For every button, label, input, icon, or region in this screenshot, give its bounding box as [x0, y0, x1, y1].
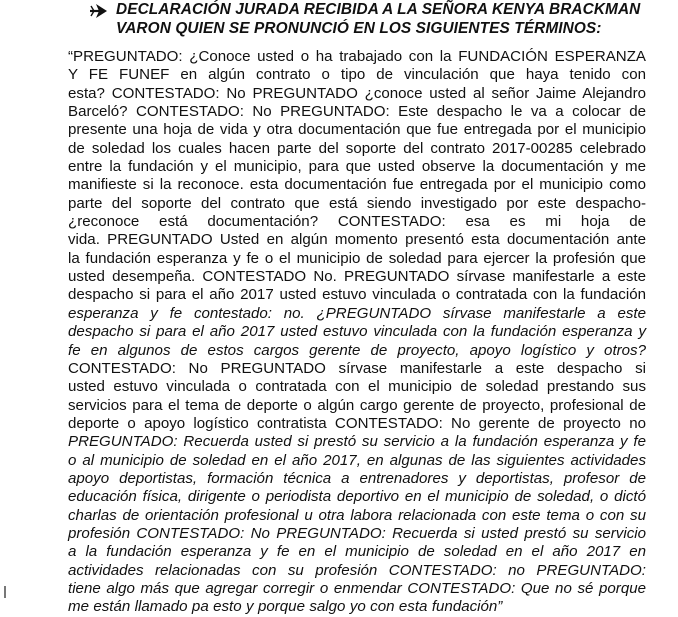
body-line: manifieste si la reconoce. esta documentación fue entregada por el municipio como	[68, 176, 646, 194]
body-line: PREGUNTADO: Recuerda usted si prestó su servicio a la fundación esperanza y fe	[68, 433, 646, 451]
heading-line-2: VARON QUIEN SE PRONUNCIÓ EN LOS SIGUIENTES TÉRMINOS:	[116, 20, 602, 37]
body-line: la fundación esperanza y fe o el municipio de soledad para ejercer la profesión que	[68, 249, 646, 267]
body-line: fe en algunos de estos cargos gerente de proyecto, apoyo logístico y otros?	[68, 341, 646, 359]
margin-mark	[4, 586, 7, 598]
body-line: presente una hoja de vida y otra documentación que fue entregada por el municipio	[68, 121, 646, 139]
body-line: despacho si para el año 2017 usted estuvo vinculada o contratada con la fundación	[68, 286, 646, 304]
testimony-body	[68, 48, 646, 617]
body-line: “PREGUNTADO: ¿Conoce usted o ha trabajado con la FUNDACIÓN ESPERANZA	[68, 48, 646, 65]
body-line: charlas de orientación profesional u otra labora relacionada con este tema o con su	[68, 506, 646, 524]
body-line: usted desempeña. CONTESTADO No. PREGUNTADO sírvase manifestarle a este	[68, 268, 646, 286]
body-line: esperanza y fe contestado: no. ¿PREGUNTADO sírvase manifestarle a este	[68, 304, 646, 322]
body-line: entre la fundación y el municipio, para que usted observe la documentación y me	[68, 158, 646, 176]
declaration-heading	[88, 0, 668, 38]
body-line: educación física, dirigente o periodista deportivo en el municipio de soledad, o dictó	[68, 488, 646, 506]
body-line: ¿reconoce está documentación? CONTESTADO: esa es mi hoja de	[68, 213, 646, 231]
arrow-bullet-icon	[88, 1, 110, 21]
body-line: de soledad los cuales hacen parte del soporte del contrato 2017-00285 celebrado	[68, 139, 646, 157]
body-line: Barceló? CONTESTADO: No PREGUNTADO: Este despacho le va a colocar de	[68, 103, 646, 121]
body-line: usted estuvo vinculada o contratada con el municipio de soledad prestando sus	[68, 378, 646, 396]
body-line: servicios para el tema de deporte o algún cargo gerente de proyecto, profesional de	[68, 396, 646, 414]
body-line: actividades relacionadas con su profesión CONTESTADO: no PREGUNTADO:	[68, 561, 646, 579]
body-line: deporte o apoyo logístico contratista CONTESTADO: No gerente de proyecto no	[68, 414, 646, 432]
heading-line-1: DECLARACIÓN JURADA RECIBIDA A LA SEÑORA KENYA BRACKMAN	[116, 1, 641, 18]
body-line: CONTESTADO: No PREGUNTADO sírvase manifestarle a este despacho si	[68, 359, 646, 377]
body-line: a la fundación esperanza y fe en el municipio de soledad en el año 2017 en	[68, 543, 646, 561]
body-line: profesión CONTESTADO: No PREGUNTADO: Recuerda si usted prestó su servicio	[68, 524, 646, 542]
body-line: esta? CONTESTADO: No PREGUNTADO ¿conoce usted al señor Jaime Alejandro	[68, 84, 646, 102]
body-line: despacho si para el año 2017 usted estuvo vinculada con la fundación esperanza y	[68, 323, 646, 341]
body-line: vida. PREGUNTADO Usted en algún momento presentó esta documentación ante	[68, 231, 646, 249]
body-line: parte del soporte del contrato que está siendo investigado por este despacho-	[68, 194, 646, 212]
body-line: tiene algo más que agregar corregir o enmendar CONTESTADO: Que no sé porque	[68, 579, 646, 597]
body-line: me están llamado pa esto y porque salgo yo con esta fundación”	[68, 598, 503, 616]
body-line: apoyo deportistas, formación técnica a entrenadores y deportistas, profesor de	[68, 469, 646, 487]
body-line: o al municipio de soledad en el año 2017, en algunas de las siguientes actividades	[68, 451, 646, 469]
body-line: Y FE FUNEF en algún contrato o tipo de vinculación que haya tenido con	[68, 66, 646, 84]
